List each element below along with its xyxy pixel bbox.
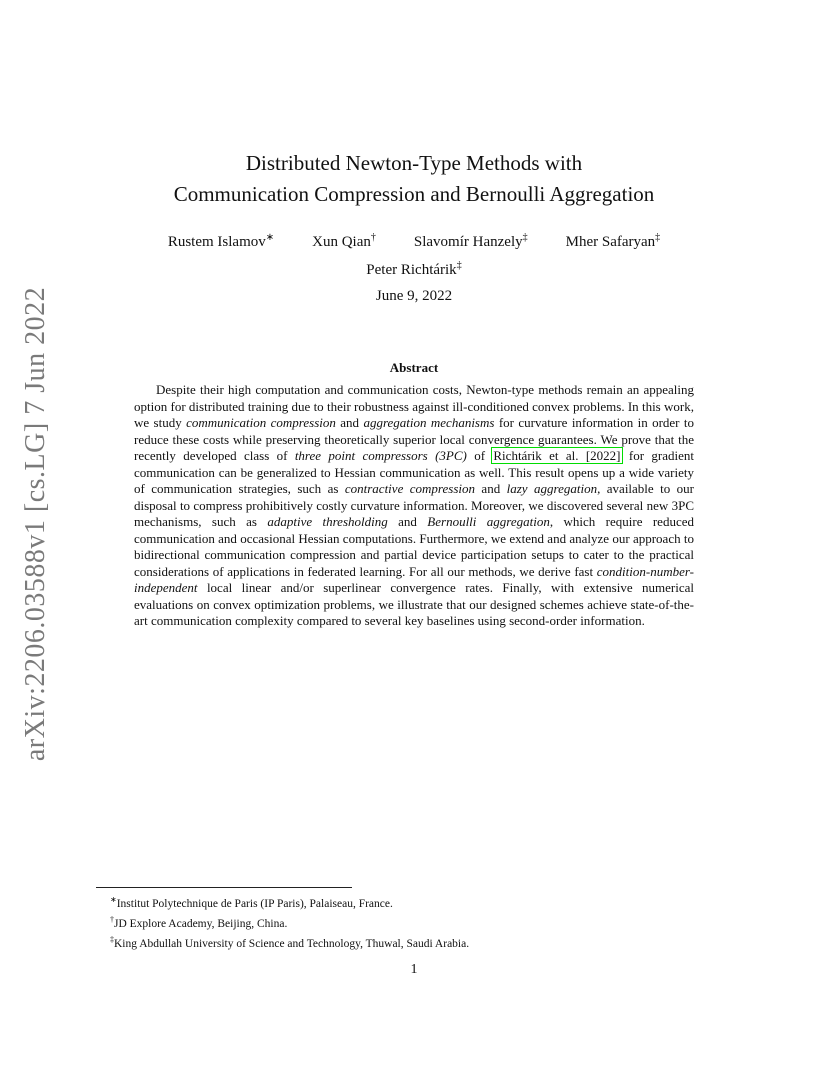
abstract-text: of <box>466 448 493 463</box>
affiliation-mark: ‡ <box>456 260 462 271</box>
footnote-text: Institut Polytechnique de Paris (IP Paris), Palaiseau, France. <box>116 897 393 910</box>
author <box>168 226 274 254</box>
abstract-emphasis: condition-number-independent <box>134 563 694 595</box>
author-name: Rustem Islamov <box>167 234 266 250</box>
author-row-2 <box>0 254 828 282</box>
abstract-emphasis: communication compression <box>186 415 336 430</box>
publication-date: June 9, 2022 <box>375 288 453 304</box>
affiliation-mark: ∗ <box>265 232 275 243</box>
abstract-emphasis: Bernoulli aggregation <box>427 514 550 529</box>
abstract-text: and <box>335 415 364 430</box>
footnote-rule <box>96 887 352 888</box>
abstract-text: for curvature information in order to reduce these costs while preserving theoretically superior local convergence guarantees. We prove that the recently developed class of <box>134 415 694 463</box>
author <box>366 254 461 282</box>
footnote-mark: ∗ <box>110 895 117 904</box>
abstract-emphasis: lazy aggregation <box>506 481 598 496</box>
footnote-text: JD Explore Academy, Beijing, China. <box>114 917 288 930</box>
abstract-emphasis: three point compressors (3PC) <box>294 448 467 463</box>
author-row-1 <box>0 226 828 254</box>
abstract-text: local linear and/or superlinear convergence rates. Finally, with extensive numerical evaluations on convex optimization problems, we illustrate that our designed schemes achieve state-of-the-art communication complexity compared to several key baselines using second-order information. <box>134 580 694 628</box>
abstract-text: and <box>475 481 507 496</box>
abstract-text: , available to our disposal to compress prohibitively costly curvature information. Moreover, we discovered several new 3PC mechanisms, such as <box>134 481 694 529</box>
author-name: Xun Qian <box>312 234 371 250</box>
author <box>414 226 528 254</box>
author-name: Mher Safaryan <box>565 234 656 250</box>
title-line-1: Distributed Newton-Type Methods with <box>245 151 583 175</box>
affiliation-mark: ‡ <box>655 232 661 243</box>
abstract-text: for gradient communication can be generalized to Hessian communication as well. This result opens up a wide variety of communication strategies, such as <box>134 448 694 496</box>
author-name: Peter Richtárik <box>366 262 457 278</box>
footnotes <box>110 892 469 951</box>
author <box>566 226 661 254</box>
footnote-mark: † <box>110 914 114 924</box>
abstract-emphasis: aggregation mechanisms <box>363 415 495 430</box>
author <box>312 226 376 254</box>
abstract-heading: Abstract <box>389 360 439 375</box>
footnote-mark: ‡ <box>110 934 114 944</box>
abstract-emphasis: contractive compression <box>344 481 475 496</box>
footnote <box>110 912 469 932</box>
author-list <box>0 226 828 282</box>
footnote-text: King Abdullah University of Science and Technology, Thuwal, Saudi Arabia. <box>114 937 470 950</box>
abstract-emphasis: adaptive thresholding <box>267 514 388 529</box>
footnote <box>110 932 469 952</box>
abstract-body <box>134 382 694 630</box>
abstract-text: , which require reduced communication and occasional Hessian computations. Furthermore, we extend and analyze our approach to bidirectional communication compression and partial device participation setups to cater to the practical considerations of applications in federated learning. For all our methods, we derive fast <box>134 514 694 579</box>
footnote <box>110 892 469 912</box>
author-name: Slavomír Hanzely <box>413 234 523 250</box>
affiliation-mark: ‡ <box>522 232 528 243</box>
abstract-text: and <box>387 514 428 529</box>
citation-link[interactable]: Richtárik et al. [2022] <box>493 448 621 463</box>
page-number: 1 <box>410 962 418 977</box>
affiliation-mark: † <box>370 232 376 243</box>
title-line-2: Communication Compression and Bernoulli Aggregation <box>173 182 655 206</box>
paper-title <box>0 148 828 210</box>
arxiv-identifier: arXiv:2206.03588v1 [cs.LG] 7 Jun 2022 <box>20 286 51 762</box>
abstract-text: Despite their high computation and communication costs, Newton-type methods remain an appealing option for distributed training due to their robustness against ill-conditioned convex problems. In this work, we study <box>134 382 694 430</box>
